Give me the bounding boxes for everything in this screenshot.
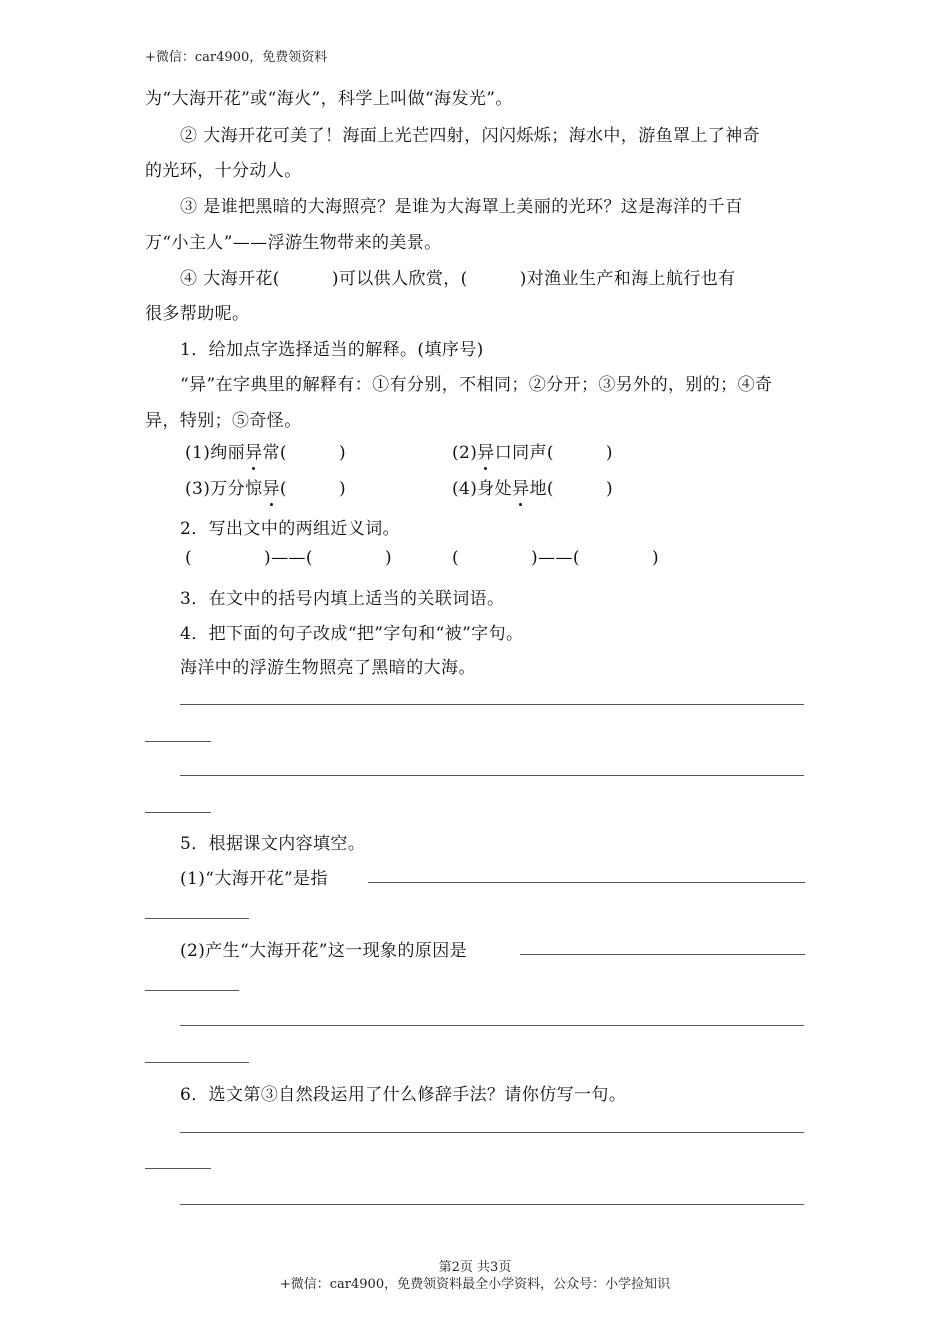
q6-answer-line-1-cont[interactable] bbox=[145, 1168, 211, 1169]
q1-item-post: ( bbox=[279, 479, 287, 499]
close-paren: ) bbox=[264, 548, 272, 568]
passage-p3-line1: ③ 是谁把黑暗的大海照亮？是谁为大海罩上美丽的光环？这是海洋的千百 bbox=[180, 197, 743, 217]
q2-pair-2 bbox=[452, 548, 659, 568]
header-note: +微信：car4900，免费领资料 bbox=[145, 50, 328, 65]
q5b-answer-line[interactable] bbox=[520, 954, 805, 955]
q4-sentence: 海洋中的浮游生物照亮了黑暗的大海。 bbox=[180, 658, 476, 678]
passage-p2-line1: ② 大海开花可美了！海面上光芒四射，闪闪烁烁；海水中，游鱼罩上了神奇 bbox=[180, 126, 761, 146]
dash: —— bbox=[538, 548, 573, 568]
open-paren: ( bbox=[452, 548, 460, 568]
q1-item-pre: 万分惊 bbox=[210, 479, 263, 499]
q5b-answer-line-cont[interactable] bbox=[145, 990, 239, 991]
dotted-char: 异 bbox=[477, 438, 494, 463]
passage-p4-part-a: ④ 大海开花( bbox=[180, 269, 280, 289]
q1-item-num: (4) bbox=[452, 479, 478, 499]
open-paren: ( bbox=[305, 548, 313, 568]
passage-p4-part-c: )对渔业生产和海上航行也有 bbox=[519, 269, 736, 289]
q4-answer-line-2[interactable] bbox=[180, 775, 804, 776]
q6-answer-line-2[interactable] bbox=[180, 1204, 804, 1205]
q1-item-1 bbox=[185, 438, 346, 463]
q1-item-num: (3) bbox=[185, 479, 211, 499]
passage-p2-line2: 的光环，十分动人。 bbox=[145, 161, 302, 181]
q4-answer-line-1[interactable] bbox=[180, 704, 804, 705]
q5-title: 5．根据课文内容填空。 bbox=[180, 834, 366, 854]
q1-title: 1．给加点字选择适当的解释。(填序号) bbox=[180, 340, 484, 360]
close-paren: ) bbox=[605, 479, 613, 499]
q5-part-a: (1)“大海开花”是指 bbox=[180, 869, 328, 889]
close-paren: ) bbox=[338, 479, 346, 499]
q1-item-pre: 绚丽 bbox=[210, 443, 246, 463]
q5b-answer-line-2[interactable] bbox=[180, 1025, 804, 1026]
q1-item-4 bbox=[452, 474, 613, 499]
dotted-char: 异 bbox=[245, 438, 262, 463]
open-paren: ( bbox=[572, 548, 580, 568]
q1-definition-line2: 异，特别；⑤奇怪。 bbox=[145, 411, 302, 431]
q5a-answer-line-cont[interactable] bbox=[145, 918, 249, 919]
q5a-answer-line[interactable] bbox=[368, 882, 805, 883]
q1-item-pre: 身处 bbox=[477, 479, 513, 499]
q1-item-3 bbox=[185, 474, 346, 499]
passage-p4-part-b: )可以供人欣赏，( bbox=[331, 269, 468, 289]
footer-note: +微信：car4900，免费领资料最全小学资料，公众号：小学捡知识 bbox=[279, 1277, 671, 1292]
q1-item-post: 口同声( bbox=[494, 443, 554, 463]
close-paren: ) bbox=[338, 443, 346, 463]
q3-title: 3．在文中的括号内填上适当的关联词语。 bbox=[180, 589, 505, 609]
q5-part-b: (2)产生“大海开花”这一现象的原因是 bbox=[180, 941, 468, 961]
q6-answer-line-1[interactable] bbox=[180, 1132, 804, 1133]
close-paren: ) bbox=[651, 548, 659, 568]
q6-title: 6．选文第③自然段运用了什么修辞手法？请你仿写一句。 bbox=[180, 1085, 627, 1105]
passage-p1-tail: 为“大海开花”或“海火”，科学上叫做“海发光”。 bbox=[145, 89, 513, 109]
q2-pair-1 bbox=[185, 548, 392, 568]
q4-title: 4．把下面的句子改成“把”字句和“被”字句。 bbox=[180, 624, 524, 644]
dash: —— bbox=[271, 548, 306, 568]
q1-item-num: (2) bbox=[452, 443, 478, 463]
open-paren: ( bbox=[185, 548, 193, 568]
passage-p4-line1 bbox=[180, 264, 736, 289]
passage-p3-line2: 万“小主人”——浮游生物带来的美景。 bbox=[145, 233, 442, 253]
passage-p4-line2: 很多帮助呢。 bbox=[145, 304, 250, 324]
close-paren: ) bbox=[531, 548, 539, 568]
q1-item-post: 常( bbox=[262, 443, 287, 463]
q1-item-2 bbox=[452, 438, 613, 463]
q1-item-post: 地( bbox=[529, 479, 554, 499]
q2-title: 2．写出文中的两组近义词。 bbox=[180, 519, 401, 539]
page-info: 第2页 共3页 bbox=[438, 1260, 512, 1275]
q4-answer-line-2-cont[interactable] bbox=[145, 812, 211, 813]
dotted-char: 异 bbox=[262, 474, 279, 499]
close-paren: ) bbox=[384, 548, 392, 568]
close-paren: ) bbox=[605, 443, 613, 463]
dotted-char: 异 bbox=[512, 474, 529, 499]
q1-definition-line1: “异”在字典里的解释有：①有分别，不相同；②分开；③另外的，别的；④奇 bbox=[180, 375, 773, 395]
q5b-answer-line-2-cont[interactable] bbox=[145, 1062, 249, 1063]
q1-item-num: (1) bbox=[185, 443, 211, 463]
q4-answer-line-1-cont[interactable] bbox=[145, 741, 211, 742]
